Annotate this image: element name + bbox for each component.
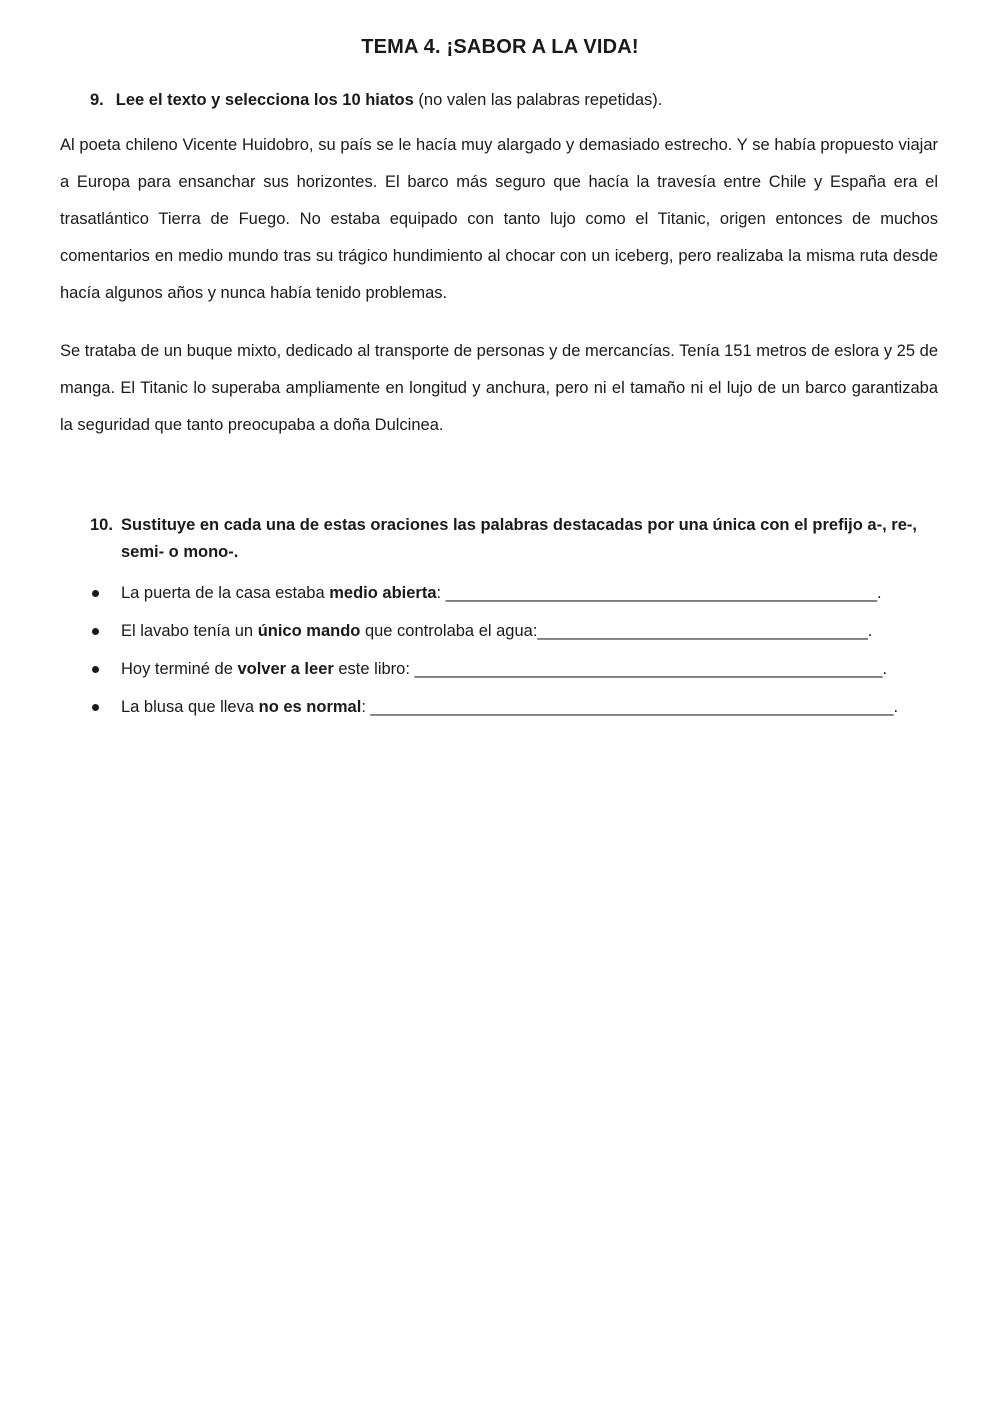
item-text-before: La blusa que lleva [121,698,259,716]
answer-blank[interactable]: este libro: ___________________________________________________. [333,660,888,678]
question-10-number: 10. [90,516,113,534]
answer-blank[interactable]: : _________________________________________________________. [361,698,899,716]
list-item [90,650,950,688]
bullet-icon [92,666,99,673]
question-9 [90,91,662,110]
item-highlight: único mando [257,622,361,640]
item-highlight: no es normal [258,698,362,716]
question-9-note: (no valen las palabras repetidas). [413,91,663,109]
answer-blank[interactable]: que controlaba el agua:____________________________________. [360,622,873,640]
question-10 [90,512,940,566]
question-9-instruction: Lee el texto y selecciona los 10 hiatos [115,91,414,109]
bullet-icon [92,704,99,711]
item-text-before: La puerta de la casa estaba [121,584,330,602]
bullet-icon [92,628,99,635]
item-text-before: El lavabo tenía un [121,622,258,640]
answer-blank[interactable]: : _______________________________________________. [436,584,882,602]
question-10-list [90,574,950,726]
item-text-before: Hoy terminé de [121,660,238,678]
list-item [90,688,950,726]
question-9-number: 9. [90,91,104,109]
item-highlight: medio abierta [329,584,437,602]
list-item [90,612,950,650]
question-10-instruction: Sustituye en cada una de estas oraciones las palabras destacadas por una única con el prefijo a-, re-, semi- o mono-. [121,516,917,561]
page-title: TEMA 4. ¡SABOR A LA VIDA! [361,36,639,58]
reading-paragraph-2[interactable]: Se trataba de un buque mixto, dedicado al transporte de personas y de mercancías. Tenía 151 metros de eslora y 25 de manga. El Titanic lo superaba ampliamente en longitud y anchura, pero ni el tamaño ni el lujo de un barco garantizaba la seguridad que tanto preocupaba a doña Dulcinea. [60,342,938,434]
list-item [90,574,950,612]
bullet-icon [92,590,99,597]
item-highlight: volver a leer [237,660,334,678]
reading-paragraph-1[interactable]: Al poeta chileno Vicente Huidobro, su país se le hacía muy alargado y demasiado estrecho. Y se había propuesto viajar a Europa para ensanchar sus horizontes. El barco más seguro que hacía la travesía entre Chile y España era el trasatlántico Tierra de Fuego. No estaba equipado con tanto lujo como el Titanic, origen entonces de muchos comentarios en medio mundo tras su trágico hundimiento al chocar con un iceberg, pero realizaba la misma ruta desde hacía algunos años y nunca había tenido problemas. [60,136,938,302]
